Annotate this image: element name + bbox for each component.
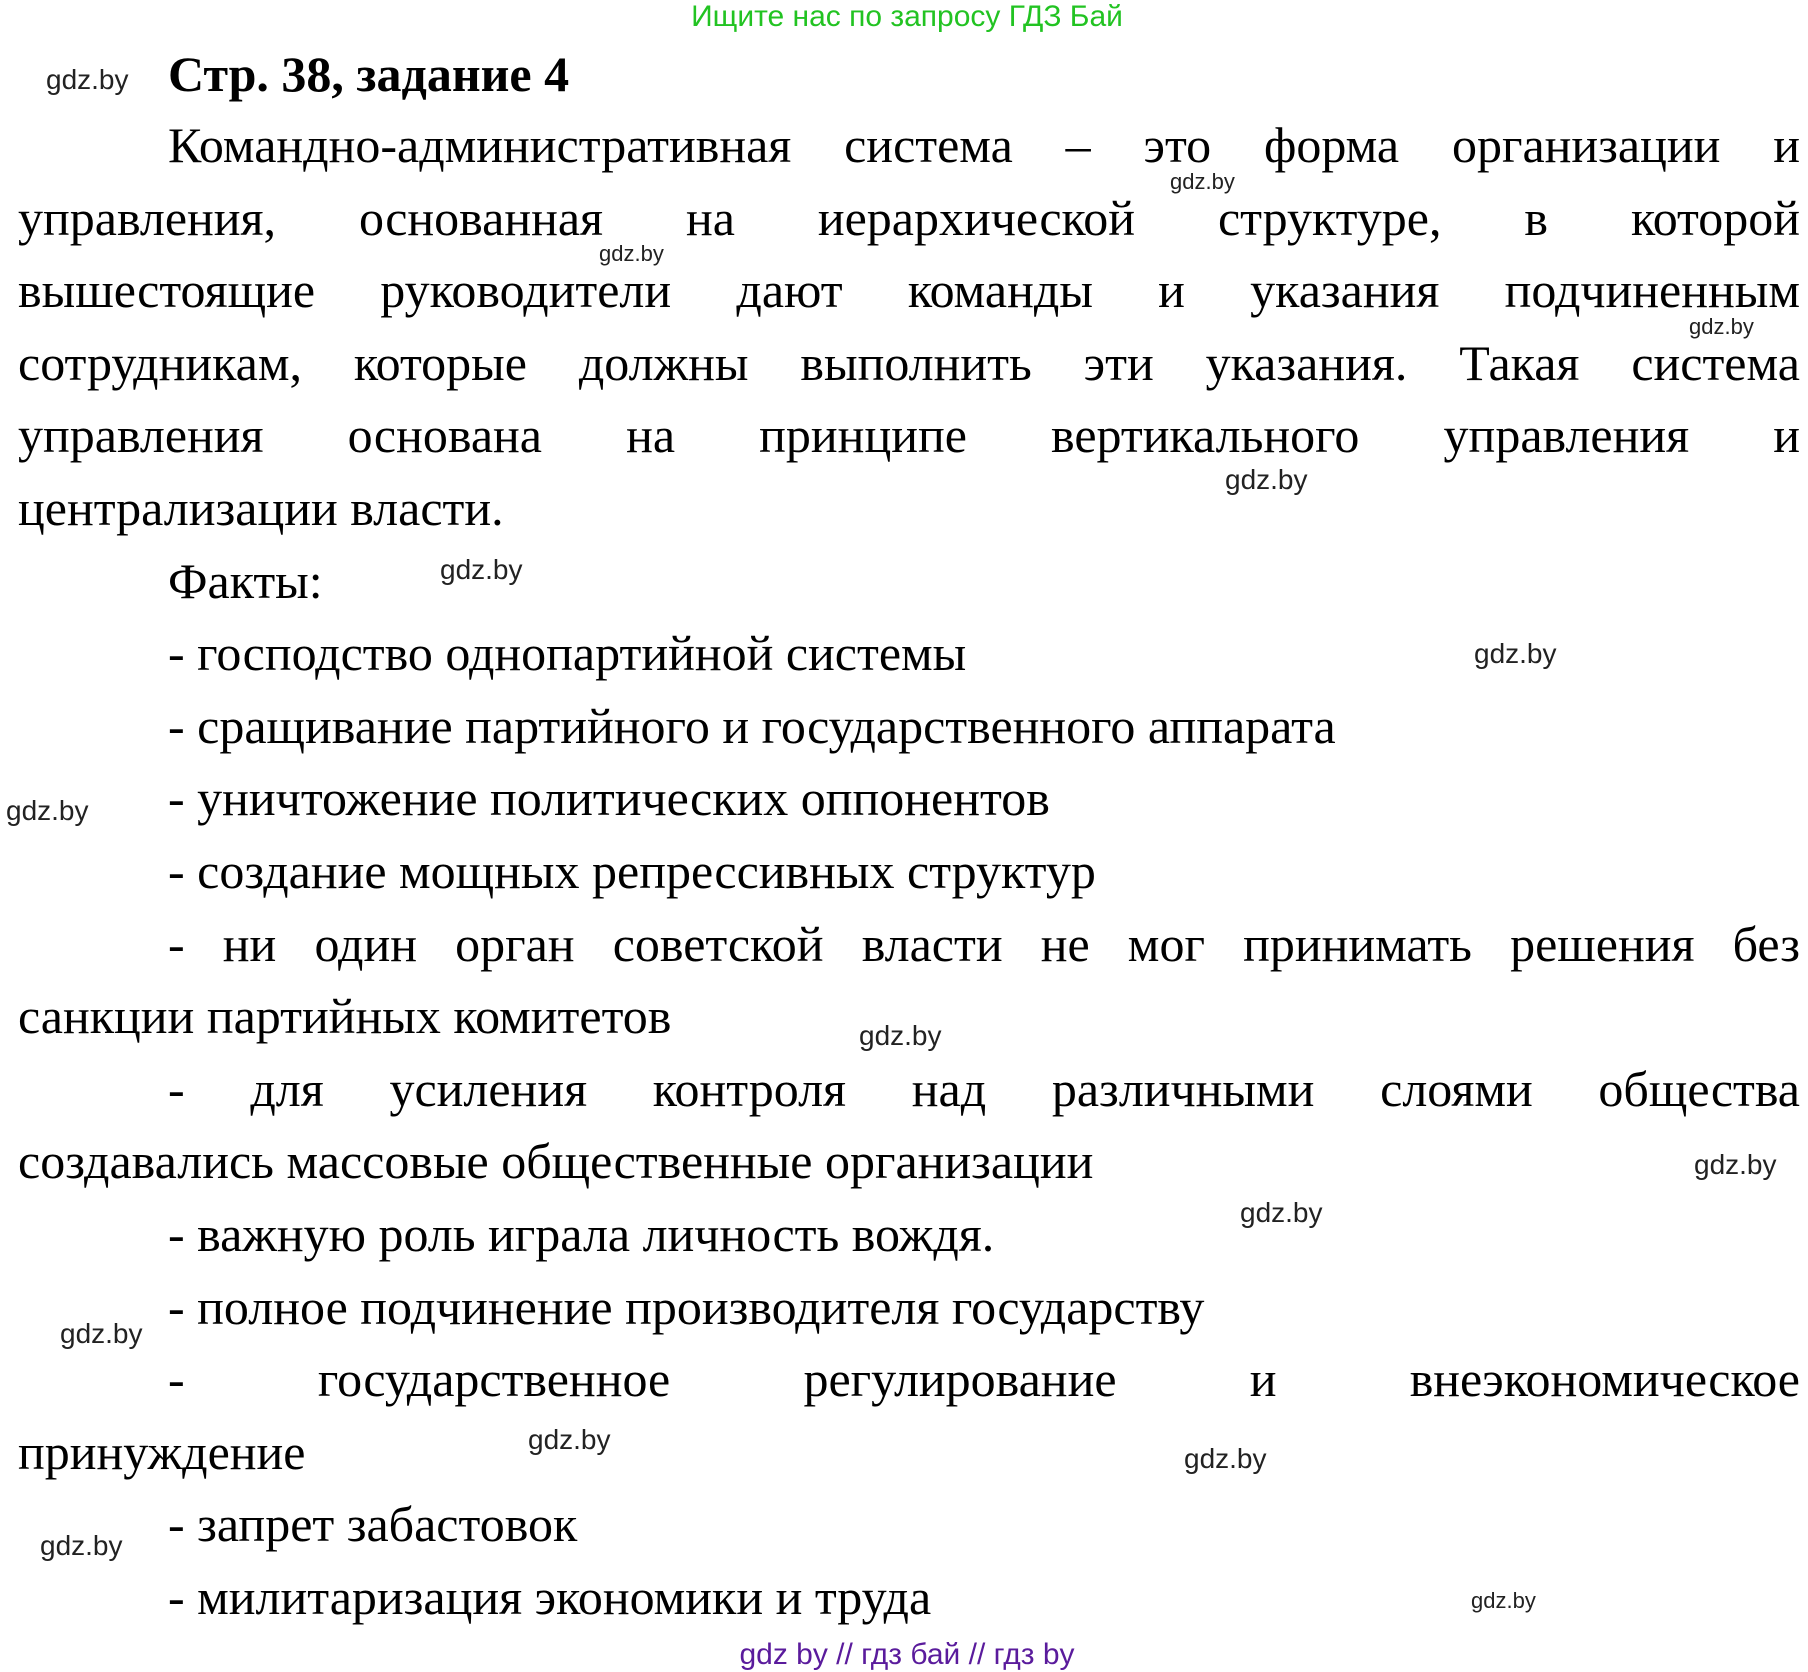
watermark-text: gdz.by <box>1225 464 1308 495</box>
watermark-text: gdz.by <box>859 1020 942 1051</box>
fact-line: - милитаризация экономики и труда <box>168 1569 932 1625</box>
definition-line: Командно-административная система – это форма организации и <box>168 117 1800 173</box>
watermark-text: gdz.by <box>6 795 89 826</box>
fact-line: - запрет забастовок <box>168 1496 578 1553</box>
search-banner: Ищите нас по запросу ГДЗ Бай <box>691 0 1123 33</box>
watermark-text: gdz.by <box>40 1530 123 1561</box>
fact-line: - создание мощных репрессивных структур <box>168 843 1096 899</box>
watermark-text: gdz.by <box>46 64 129 95</box>
footer-banner: gdz by // гдз бай // гдз by <box>739 1638 1075 1671</box>
fact-line: принуждение <box>18 1423 306 1480</box>
watermark-text: gdz.by <box>528 1424 611 1455</box>
fact-line: - сращивание партийного и государственного аппарата <box>168 697 1336 754</box>
watermark-text: gdz.by <box>1474 638 1557 669</box>
definition-line: вышестоящие руководители дают команды и указания подчиненным <box>18 262 1800 319</box>
watermark-text: gdz.by <box>1694 1149 1777 1180</box>
definition-line: централизации власти. <box>18 480 504 536</box>
fact-line: - господство однопартийной системы <box>168 625 967 682</box>
fact-line: создавались массовые общественные организации <box>18 1133 1094 1190</box>
definition-line: управления, основанная на иерархической структуре, в которой <box>18 189 1800 246</box>
definition-line: управления основана на принципе вертикального управления и <box>18 407 1800 464</box>
watermark-text: gdz.by <box>440 554 523 585</box>
fact-line: - государственное регулирование и внеэкономическое <box>168 1351 1800 1408</box>
watermark-text: gdz.by <box>1184 1443 1267 1474</box>
watermark-text: gdz.by <box>1170 168 1235 194</box>
fact-line: - уничтожение политических оппонентов <box>168 770 1050 827</box>
watermark-text: gdz.by <box>1471 1588 1536 1613</box>
fact-line: - важную роль играла личность вождя. <box>168 1206 995 1262</box>
fact-line: - для усиления контроля над различными слоями общества <box>168 1060 1800 1117</box>
fact-line: санкции партийных комитетов <box>18 988 672 1045</box>
definition-line: сотрудникам, которые должны выполнить эти указания. Такая система <box>18 334 1800 391</box>
watermark-text: gdz.by <box>1240 1197 1323 1228</box>
watermark-text: gdz.by <box>1689 313 1754 339</box>
page-title: Стр. 38, задание 4 <box>168 46 570 102</box>
facts-heading: Факты: <box>168 552 323 609</box>
fact-line: - ни один орган советской власти не мог принимать решения без <box>168 915 1800 972</box>
watermark-text: gdz.by <box>599 241 664 267</box>
watermark-text: gdz.by <box>60 1318 143 1349</box>
fact-line: - полное подчинение производителя государству <box>168 1278 1205 1335</box>
